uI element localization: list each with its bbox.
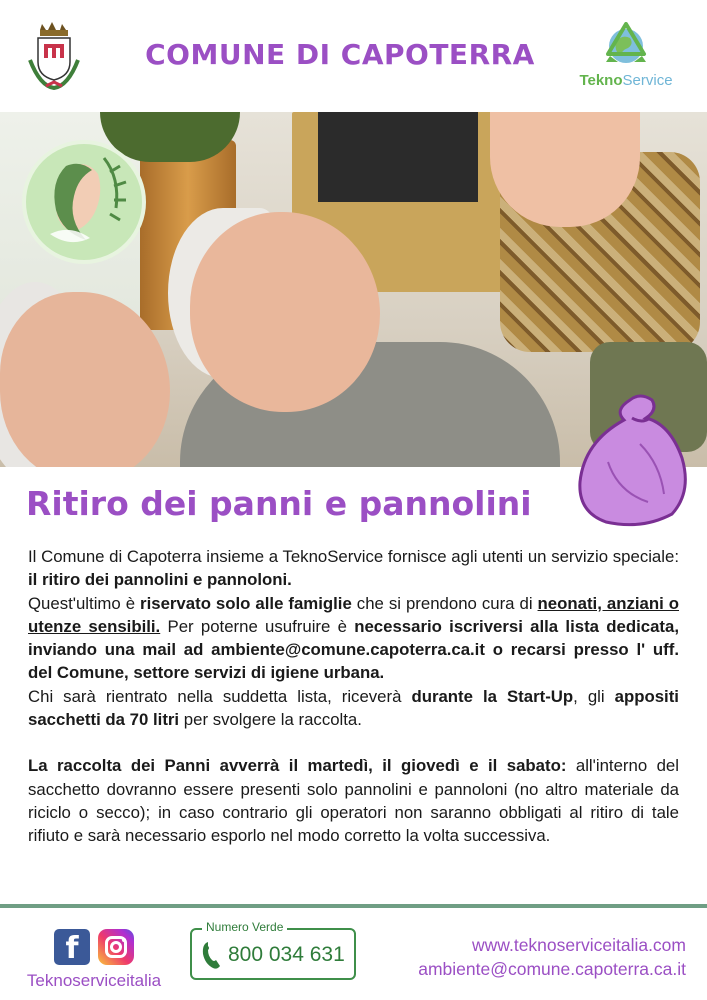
footer-contacts xyxy=(390,933,686,981)
toll-free-caption: Numero Verde xyxy=(202,920,287,934)
teknoservice-wordmark: TeknoService xyxy=(579,72,673,89)
body-text xyxy=(28,545,679,848)
toll-free-number: 800 034 631 xyxy=(228,943,345,966)
website-link[interactable]: www.teknoserviceitalia.com xyxy=(472,935,686,955)
photo-grandfather xyxy=(190,212,380,412)
footer-divider xyxy=(0,904,707,908)
social-handle: Teknoserviceitalia xyxy=(26,971,162,990)
email-link[interactable]: ambiente@comune.capoterra.ca.it xyxy=(418,959,686,979)
facebook-icon[interactable]: f xyxy=(54,929,90,965)
recycle-globe-icon xyxy=(570,22,682,72)
photo-television xyxy=(318,112,478,202)
mother-nature-badge-icon xyxy=(20,138,148,266)
paragraph-schedule: La raccolta dei Panni avverrà il martedì, il giovedì e il sabato: all'interno del sacchetto dovranno essere presenti solo pannolini e pannoloni (no altro materiale da riciclo o secco); in caso contrario gli operatori non saranno obbligati al ritiro di tale rifiuto e sarà necessario esporlo nel modo corretto la volta successiva. xyxy=(28,756,679,846)
header xyxy=(0,0,707,112)
municipal-crest-icon xyxy=(26,20,82,92)
diaper-bag-icon xyxy=(578,392,696,530)
teknoservice-logo xyxy=(570,22,682,94)
phone-icon xyxy=(202,940,224,970)
paragraph-eligibility: Quest'ultimo è riservato solo alle famiglie che si prendono cura di neonati, anziani o utenze sensibili. Per poterne usufruire è necessario iscriversi alla lista dedicata, inviando una mail ad ambiente@comune.capoterra.ca.it o recarsi presso l' uff. del Comune, settore servizi di igiene urbana. xyxy=(28,593,680,683)
instagram-icon[interactable] xyxy=(98,929,134,965)
paragraph-intro: Il Comune di Capoterra insieme a TeknoService fornisce agli utenti un servizio speciale: il ritiro dei pannolini e pannoloni. xyxy=(28,547,679,590)
paragraph-bags: Chi sarà rientrato nella suddetta lista, riceverà durante la Start-Up, gli appositi sacchetti da 70 litri per svolgere la raccolta. xyxy=(28,686,679,730)
section-heading: Ritiro dei panni e pannolini xyxy=(26,484,532,523)
page-title: COMUNE DI CAPOTERRA xyxy=(145,38,535,71)
toll-free-box[interactable] xyxy=(190,920,356,980)
